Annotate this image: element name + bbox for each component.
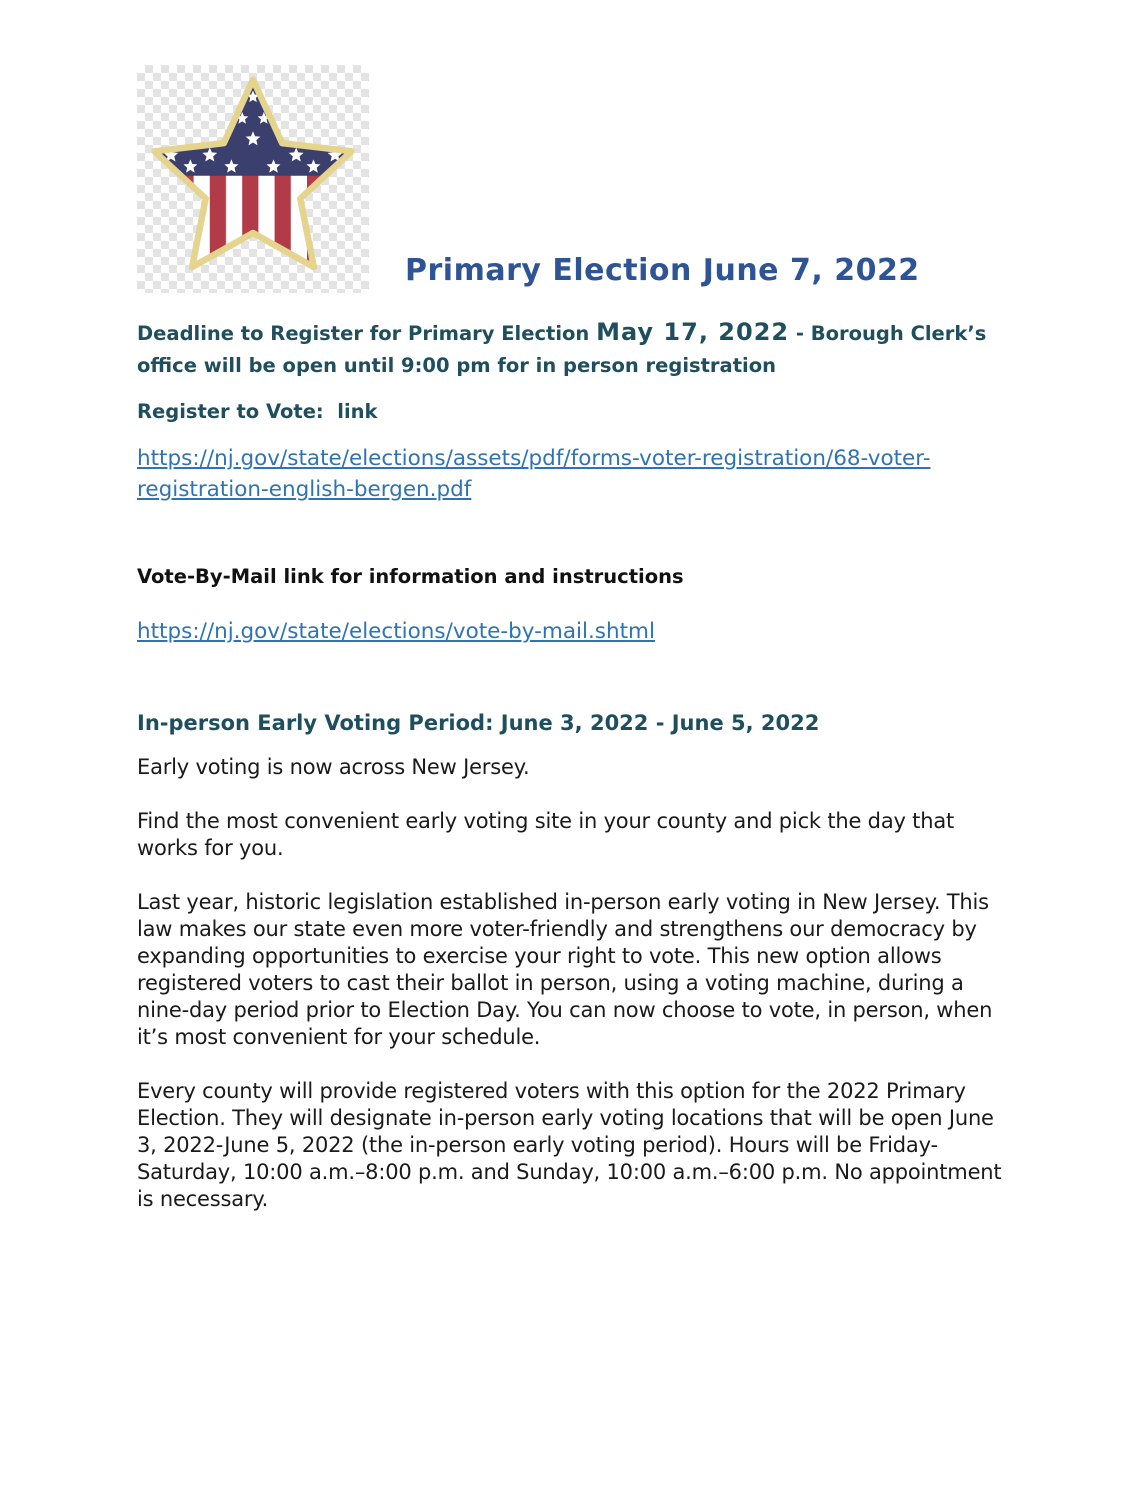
voter-registration-link-paragraph — [137, 443, 1017, 505]
vote-by-mail-link-paragraph — [137, 616, 1017, 647]
early-voting-paragraph-2: Find the most convenient early voting site in your county and pick the day that works for you. — [137, 809, 955, 860]
early-voting-paragraph-3: Last year, historic legislation established in-person early voting in New Jersey. This law makes our state even more voter-friendly and strengthens our democracy by expanding opportunities to exercise your right to vote. This new option allows registered voters to cast their ballot in person, using a voting machine, during a nine-day period prior to Election Day. You can now choose to vote, in person, when it’s most convenient for your schedule. — [137, 890, 993, 1049]
early-voting-paragraph-1: Early voting is now across New Jersey. — [137, 755, 530, 779]
register-to-vote-heading: Register to Vote: link — [137, 400, 378, 423]
deadline-suffix: - Borough Clerk’s office will be open until 9:00 pm for in person registration — [137, 322, 987, 377]
header — [137, 0, 1018, 300]
us-flag-star-icon — [143, 71, 363, 287]
early-voting-paragraph-4: Every county will provide registered voters with this option for the 2022 Primary Election. They will designate in-person early voting locations that will be open June 3, 2022-June 5, 2022 (the in-person early voting period). Hours will be Friday-Saturday, 10:00 a.m.–8:00 p.m. and Sunday, 10:00 a.m.–6:00 p.m. No appointment is necessary. — [137, 1079, 1002, 1211]
deadline-heading — [137, 316, 1018, 382]
voter-registration-link[interactable]: https://nj.gov/state/elections/assets/pdf/forms-voter-registration/68-voter-registration-english-bergen.pdf — [137, 446, 931, 502]
deadline-date: May 17, 2022 — [596, 318, 790, 346]
early-voting-heading: In-person Early Voting Period: June 3, 2022 - June 5, 2022 — [137, 711, 820, 735]
vote-by-mail-heading: Vote-By-Mail link for information and instructions — [137, 565, 684, 588]
deadline-prefix: Deadline to Register for Primary Election — [137, 322, 597, 345]
flag-star-image — [137, 65, 369, 293]
page-title: Primary Election June 7, 2022 — [405, 253, 920, 288]
vote-by-mail-link[interactable]: https://nj.gov/state/elections/vote-by-mail.shtml — [137, 619, 655, 644]
